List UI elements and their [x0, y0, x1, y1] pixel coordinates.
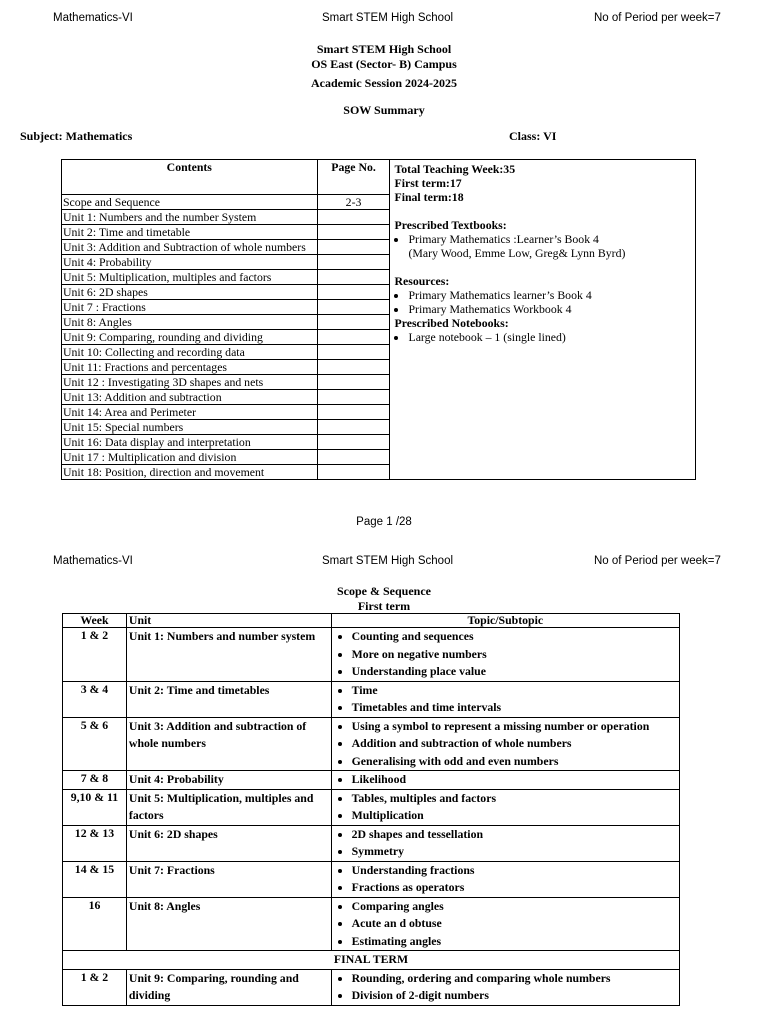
summary-side-panel — [390, 160, 696, 480]
notebook-item: • Large notebook – 1 (single lined) — [408, 330, 691, 344]
contents-cell: Unit 1: Numbers and the number System — [62, 210, 318, 225]
page-no-cell — [317, 330, 390, 345]
contents-cell: Scope and Sequence — [62, 195, 318, 210]
resources-heading: Resources: — [394, 274, 450, 288]
textbooks-heading: Prescribed Textbooks: — [394, 218, 507, 232]
topic-item: • Using a symbol to represent a missing number or operation — [352, 718, 677, 736]
page-no-cell — [317, 315, 390, 330]
contents-cell: Unit 5: Multiplication, multiples and factors — [62, 270, 318, 285]
page-no-cell — [317, 390, 390, 405]
sow-summary-title: SOW Summary — [343, 103, 425, 117]
textbook-item: • Primary Mathematics :Learner’s Book 4 (Mary Wood, Emme Low, Greg& Lynn Byrd) — [408, 232, 691, 260]
scope-row — [63, 897, 680, 951]
page-no-cell — [317, 300, 390, 315]
contents-cell: Unit 14: Area and Perimeter — [62, 405, 318, 420]
running-header-center: Smart STEM High School — [322, 555, 454, 567]
topic-item: • Estimating angles — [352, 933, 677, 951]
page-no-cell — [317, 450, 390, 465]
page-no-header: Page No. — [317, 160, 390, 195]
topic-cell — [331, 969, 679, 1005]
topic-cell — [331, 789, 679, 825]
topic-item: • Acute an d obtuse — [352, 915, 677, 933]
scope-row — [63, 861, 680, 897]
scope-row — [63, 681, 680, 717]
contents-cell: Unit 10: Collecting and recording data — [62, 345, 318, 360]
contents-cell: Unit 11: Fractions and percentages — [62, 360, 318, 375]
topic-header: Topic/Subtopic — [331, 614, 679, 628]
topic-cell — [331, 897, 679, 951]
page-no-cell — [317, 375, 390, 390]
page-no-cell — [317, 360, 390, 375]
subject-label: Subject: Mathematics — [20, 129, 133, 143]
page-no-cell — [317, 285, 390, 300]
topic-item: • Generalising with odd and even numbers — [352, 753, 677, 771]
page-no-cell — [317, 405, 390, 420]
page-no-cell — [317, 420, 390, 435]
topic-item: • Rounding, ordering and comparing whole numbers — [352, 970, 677, 988]
topic-cell — [331, 771, 679, 790]
topic-item: • Time — [352, 682, 677, 700]
running-header-right: No of Period per week=7 — [594, 12, 721, 24]
textbook-authors: (Mary Wood, Emme Low, Greg& Lynn Byrd) — [408, 246, 626, 260]
week-cell: 1 & 2 — [63, 628, 127, 682]
notebooks-heading: Prescribed Notebooks: — [394, 316, 509, 330]
topic-cell — [331, 717, 679, 771]
contents-cell: Unit 13: Addition and subtraction — [62, 390, 318, 405]
topic-item: • Fractions as operators — [352, 879, 677, 897]
scope-row — [63, 717, 680, 771]
scope-row — [63, 969, 680, 1005]
unit-cell: Unit 5: Multiplication, multiples and factors — [126, 789, 331, 825]
final-term-weeks: Final term:18 — [394, 190, 464, 204]
unit-cell: Unit 8: Angles — [126, 897, 331, 951]
contents-cell: Unit 3: Addition and Subtraction of whole numbers — [62, 240, 318, 255]
class-label: Class: VI — [509, 129, 557, 143]
final-term-row — [63, 951, 680, 970]
week-cell: 1 & 2 — [63, 969, 127, 1005]
topic-item: • Addition and subtraction of whole numbers — [352, 735, 677, 753]
contents-cell: Unit 16: Data display and interpretation — [62, 435, 318, 450]
contents-header: Contents — [62, 160, 318, 195]
page-no-cell — [317, 225, 390, 240]
topic-cell — [331, 681, 679, 717]
page-footer: Page 1 /28 — [356, 516, 412, 528]
week-cell: 12 & 13 — [63, 825, 127, 861]
week-cell: 7 & 8 — [63, 771, 127, 790]
week-header: Week — [63, 614, 127, 628]
topic-item: • Symmetry — [352, 843, 677, 861]
page-no-cell — [317, 255, 390, 270]
week-cell: 9,10 & 11 — [63, 789, 127, 825]
unit-cell: Unit 4: Probability — [126, 771, 331, 790]
page-no-cell — [317, 210, 390, 225]
contents-cell: Unit 18: Position, direction and movement — [62, 465, 318, 480]
contents-cell: Unit 7 : Fractions — [62, 300, 318, 315]
contents-cell: Unit 6: 2D shapes — [62, 285, 318, 300]
contents-cell: Unit 8: Angles — [62, 315, 318, 330]
week-cell: 3 & 4 — [63, 681, 127, 717]
contents-cell: Unit 15: Special numbers — [62, 420, 318, 435]
week-cell: 16 — [63, 897, 127, 951]
session-title: Academic Session 2024-2025 — [311, 76, 457, 90]
scope-row — [63, 628, 680, 682]
running-header-center: Smart STEM High School — [322, 12, 454, 24]
topic-item: • Timetables and time intervals — [352, 699, 677, 717]
week-cell: 5 & 6 — [63, 717, 127, 771]
running-header-right: No of Period per week=7 — [594, 555, 721, 567]
scope-row — [63, 771, 680, 790]
page-no-cell: 2-3 — [317, 195, 390, 210]
topic-item: • More on negative numbers — [352, 646, 677, 664]
resource-item: • Primary Mathematics learner’s Book 4 — [408, 288, 691, 302]
unit-cell: Unit 6: 2D shapes — [126, 825, 331, 861]
scope-subtitle: First term — [357, 599, 411, 613]
school-title: Smart STEM High School — [316, 42, 452, 56]
contents-table — [61, 159, 696, 480]
topic-item: • Counting and sequences — [352, 628, 677, 646]
week-cell: 14 & 15 — [63, 861, 127, 897]
scope-row — [63, 825, 680, 861]
scope-table — [62, 613, 680, 1006]
topic-item: • 2D shapes and tessellation — [352, 826, 677, 844]
topic-item: • Tables, multiples and factors — [352, 790, 677, 808]
page-no-cell — [317, 465, 390, 480]
topic-cell — [331, 825, 679, 861]
topic-item: • Division of 2-digit numbers — [352, 987, 677, 1005]
contents-cell: Unit 9: Comparing, rounding and dividing — [62, 330, 318, 345]
page-no-cell — [317, 240, 390, 255]
scope-title: Scope & Sequence — [337, 584, 431, 598]
topic-cell — [331, 628, 679, 682]
topic-item: • Comparing angles — [352, 898, 677, 916]
contents-cell: Unit 12 : Investigating 3D shapes and nets — [62, 375, 318, 390]
campus-title: OS East (Sector- B) Campus — [311, 57, 457, 71]
contents-cell: Unit 4: Probability — [62, 255, 318, 270]
unit-cell: Unit 9: Comparing, rounding and dividing — [126, 969, 331, 1005]
topic-item: • Likelihood — [352, 771, 677, 789]
running-header-left: Mathematics-VI — [53, 555, 133, 567]
topic-item: • Multiplication — [352, 807, 677, 825]
total-weeks: Total Teaching Week:35 — [394, 162, 516, 176]
scope-row — [63, 789, 680, 825]
resource-item: • Primary Mathematics Workbook 4 — [408, 302, 691, 316]
topic-cell — [331, 861, 679, 897]
unit-cell: Unit 7: Fractions — [126, 861, 331, 897]
contents-cell: Unit 17 : Multiplication and division — [62, 450, 318, 465]
page-no-cell — [317, 435, 390, 450]
contents-cell: Unit 2: Time and timetable — [62, 225, 318, 240]
topic-item: • Understanding place value — [352, 663, 677, 681]
page-no-cell — [317, 270, 390, 285]
topic-item: • Understanding fractions — [352, 862, 677, 880]
running-header-left: Mathematics-VI — [53, 12, 133, 24]
page-no-cell — [317, 345, 390, 360]
first-term-weeks: First term:17 — [394, 176, 462, 190]
unit-cell: Unit 1: Numbers and number system — [126, 628, 331, 682]
unit-cell: Unit 2: Time and timetables — [126, 681, 331, 717]
final-term-label: FINAL TERM — [63, 951, 680, 970]
unit-header: Unit — [126, 614, 331, 628]
unit-cell: Unit 3: Addition and subtraction of whole numbers — [126, 717, 331, 771]
